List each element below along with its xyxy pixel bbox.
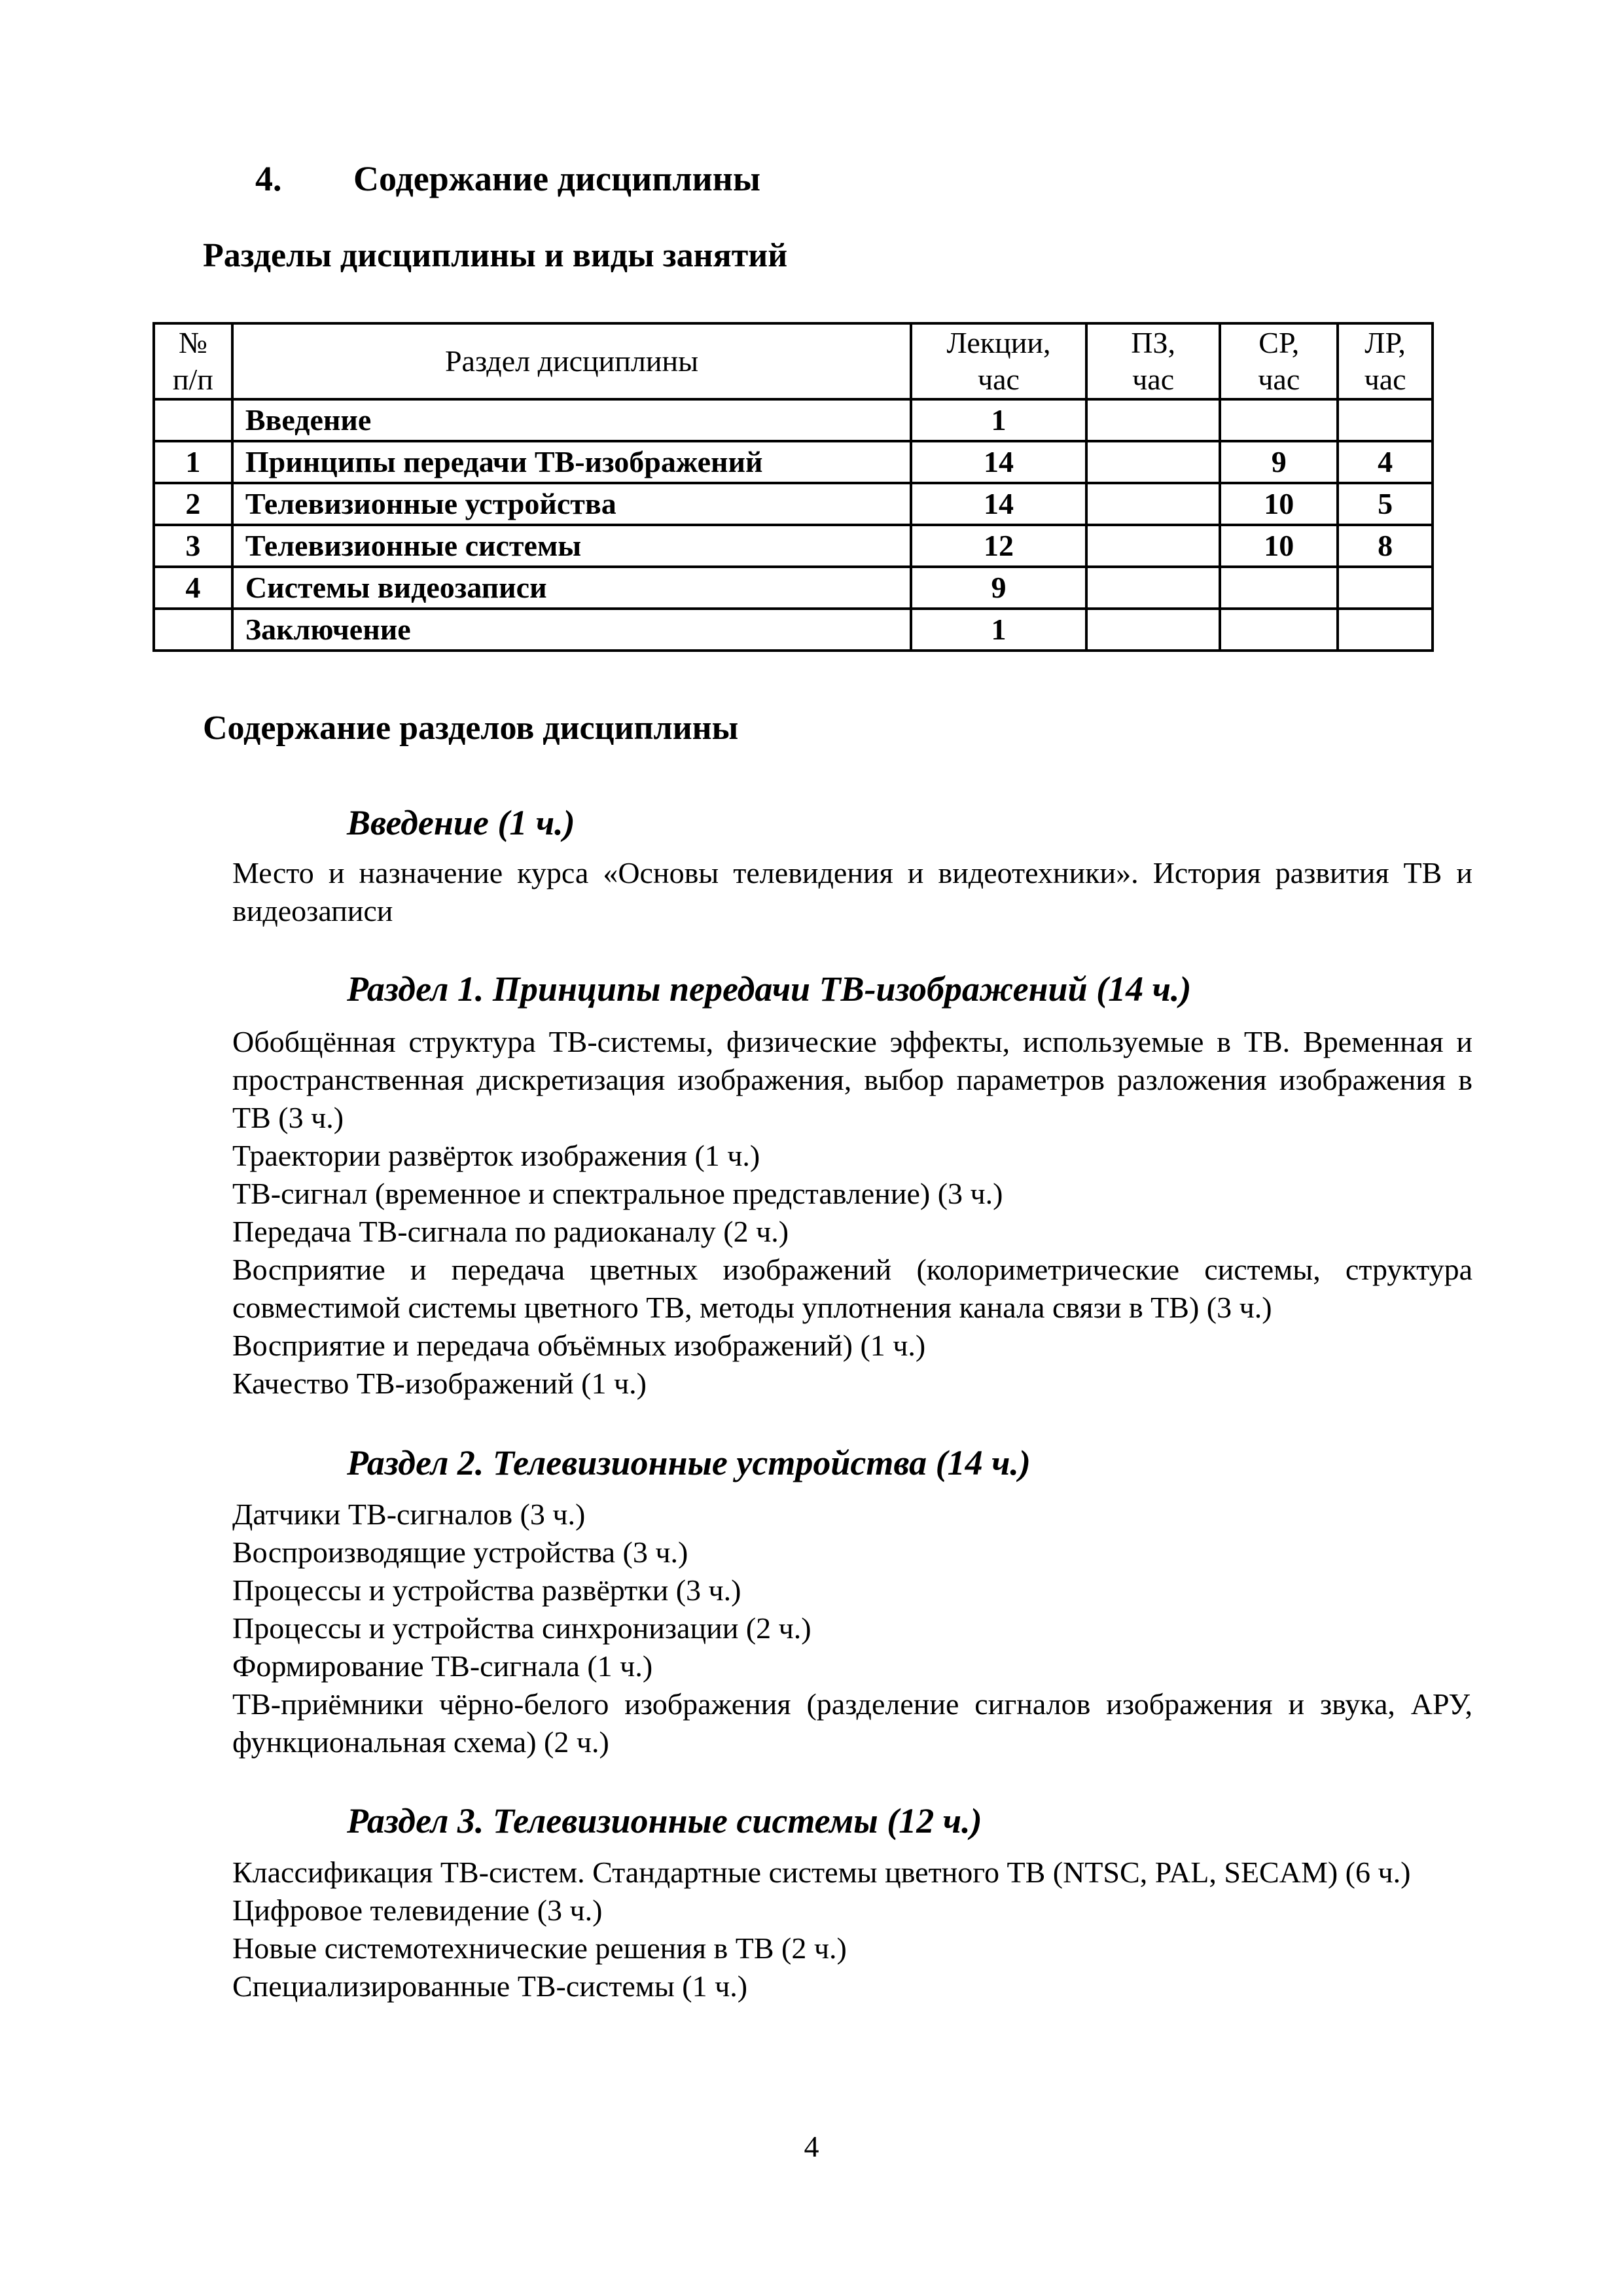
section-paragraph: Процессы и устройства синхронизации (2 ч.) [232, 1611, 812, 1645]
cell-num [154, 609, 232, 651]
content-title: Содержание разделов дисциплины [203, 709, 739, 747]
chapter-number: 4. [255, 159, 282, 198]
cell-section: Системы видеозаписи [232, 567, 911, 609]
cell-lr [1338, 567, 1433, 609]
cell-sr: 10 [1220, 525, 1338, 567]
section-paragraph: Качество ТВ-изображений (1 ч.) [232, 1367, 647, 1400]
cell-section: Введение [232, 399, 911, 441]
header-lectures: Лекции, час [911, 323, 1086, 399]
cell-lectures: 9 [911, 567, 1086, 609]
section-paragraph: Восприятие и передача объёмных изображений) (1 ч.) [232, 1329, 926, 1362]
header-num: № п/п [154, 323, 232, 399]
page-number: 4 [804, 2130, 819, 2163]
cell-lectures: 1 [911, 399, 1086, 441]
cell-sr: 9 [1220, 441, 1338, 483]
table-header-row [154, 323, 1433, 399]
section-paragraph: Датчики ТВ-сигналов (3 ч.) [232, 1498, 586, 1531]
table-row [154, 483, 1433, 525]
section-paragraph: Цифровое телевидение (3 ч.) [232, 1893, 603, 1927]
cell-section: Принципы передачи ТВ-изображений [232, 441, 911, 483]
header-pz: ПЗ, час [1086, 323, 1221, 399]
cell-section: Телевизионные системы [232, 525, 911, 567]
table-row [154, 609, 1433, 651]
cell-pz [1086, 483, 1221, 525]
header-sr: СР, час [1220, 323, 1338, 399]
section-paragraph: Воспроизводящие устройства (3 ч.) [232, 1535, 688, 1569]
section-body-1 [232, 1023, 1472, 1403]
cell-num: 1 [154, 441, 232, 483]
cell-lr: 5 [1338, 483, 1433, 525]
section-paragraph: Классификация ТВ-систем. Стандартные системы цветного ТВ (NTSC, PAL, SECAM) (6 ч.) [232, 1856, 1411, 1889]
table-title: Разделы дисциплины и виды занятий [203, 237, 788, 274]
section-paragraph: Траектории развёрток изображения (1 ч.) [232, 1139, 760, 1172]
section-title-2: Раздел 2. Телевизионные устройства (14 ч.) [347, 1443, 1031, 1482]
cell-section: Телевизионные устройства [232, 483, 911, 525]
cell-pz [1086, 399, 1221, 441]
section-paragraph: Специализированные ТВ-системы (1 ч.) [232, 1969, 748, 2003]
cell-num: 2 [154, 483, 232, 525]
table-row [154, 525, 1433, 567]
cell-lectures: 12 [911, 525, 1086, 567]
cell-lr: 8 [1338, 525, 1433, 567]
section-title-intro: Введение (1 ч.) [347, 803, 575, 842]
cell-pz [1086, 525, 1221, 567]
section-title-1: Раздел 1. Принципы передачи ТВ-изображений (14 ч.) [347, 969, 1192, 1009]
cell-lr: 4 [1338, 441, 1433, 483]
table-row [154, 399, 1433, 441]
section-paragraph: ТВ-сигнал (временное и спектральное представление) (3 ч.) [232, 1177, 1003, 1210]
cell-num: 3 [154, 525, 232, 567]
cell-lr [1338, 399, 1433, 441]
cell-sr [1220, 609, 1338, 651]
cell-section: Заключение [232, 609, 911, 651]
cell-sr [1220, 399, 1338, 441]
cell-sr: 10 [1220, 483, 1338, 525]
table-row [154, 567, 1433, 609]
section-paragraph: Передача ТВ-сигнала по радиоканалу (2 ч.) [232, 1215, 789, 1248]
section-body-intro [232, 854, 1472, 930]
cell-sr [1220, 567, 1338, 609]
header-lr: ЛР, час [1338, 323, 1433, 399]
cell-lr [1338, 609, 1433, 651]
section-body-3 [232, 1854, 1472, 2005]
table-row [154, 441, 1433, 483]
cell-num: 4 [154, 567, 232, 609]
cell-num [154, 399, 232, 441]
section-paragraph: Обобщённая структура ТВ-системы, физические эффекты, используемые в ТВ. Временная и пространственная дискретизация изображения, выбор параметров разложения изображения в ТВ (3 ч.) [232, 1025, 1472, 1134]
cell-lectures: 14 [911, 441, 1086, 483]
cell-pz [1086, 441, 1221, 483]
cell-lectures: 1 [911, 609, 1086, 651]
cell-pz [1086, 567, 1221, 609]
section-paragraph: Формирование ТВ-сигнала (1 ч.) [232, 1649, 653, 1683]
section-title-3: Раздел 3. Телевизионные системы (12 ч.) [347, 1801, 982, 1840]
chapter-heading [255, 156, 760, 202]
schedule-table [152, 322, 1434, 652]
header-section: Раздел дисциплины [232, 323, 911, 399]
section-body-2 [232, 1496, 1472, 1761]
section-paragraph: Место и назначение курса «Основы телевидения и видеотехники». История развития ТВ и видеозаписи [232, 856, 1472, 927]
chapter-title: Содержание дисциплины [353, 159, 761, 198]
section-paragraph: Новые системотехнические решения в ТВ (2 ч.) [232, 1931, 847, 1965]
cell-lectures: 14 [911, 483, 1086, 525]
cell-pz [1086, 609, 1221, 651]
section-paragraph: Восприятие и передача цветных изображений (колориметрические системы, структура совместимой системы цветного ТВ, методы уплотнения канала связи в ТВ) (3 ч.) [232, 1253, 1472, 1324]
section-paragraph: ТВ-приёмники чёрно-белого изображения (разделение сигналов изображения и звука, АРУ, функциональная схема) (2 ч.) [232, 1687, 1472, 1759]
section-paragraph: Процессы и устройства развёртки (3 ч.) [232, 1573, 741, 1607]
